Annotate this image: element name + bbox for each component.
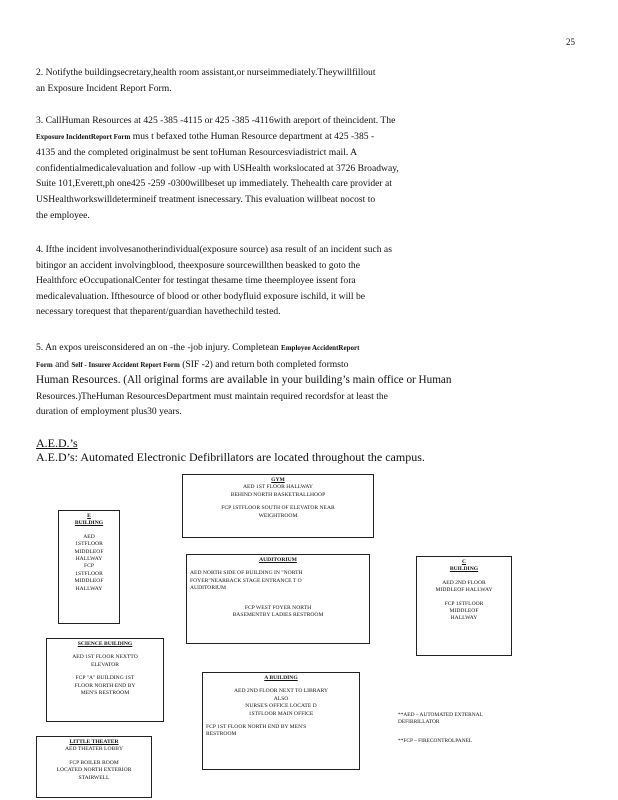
p5-line-2-rest: (SIF -2) and return both completed formsto [179, 358, 349, 370]
gym-aed: AED 1ST FLOOR HALLWAY BEHIND NORTH BASKETBALLHOOP [230, 484, 326, 498]
little-theater-aed: AED THEATER LOBBY [64, 746, 123, 753]
aed-section-heading [36, 436, 425, 464]
p3-line-6: USHealthworkswilldetermineif treatment isnecessary. This evaluation willbeat nocost to [36, 193, 376, 205]
science-building-fcp: FCP "A" BUILDING 1ST FLOOR NORTH END BY MEN'S RESTROOM [74, 675, 136, 697]
science-building-title: SCIENCE BUILDING [77, 641, 133, 647]
little-theater-title: LITTLE THEATER [69, 739, 119, 745]
p5-line-4: Resources.)TheHuman ResourcesDepartment must maintain required recordsfor at least the [36, 390, 388, 402]
p4-line-1: 4. Ifthe incident involvesanotherindividual(exposure source) asa result of an incident such as [36, 244, 392, 255]
science-building-box [46, 638, 164, 722]
p3-line-4: confidentialmedicalevaluation and follow -up with USHealth workslocated at 3726 Broadway, [36, 162, 399, 174]
aed-subheading: A.E.D’s: Automated Electronic Defibrillators are located throughout the campus. [36, 450, 425, 464]
e-building-lines: AED 1STFLOOR MIDDLEOF HALLWAY FCP 1STFLOOR MIDDLEOF HALLWAY [74, 533, 104, 592]
page-number: 25 [566, 37, 575, 47]
science-building-aed: AED 1ST FLOOR NEXTTO ELEVATOR [72, 654, 138, 668]
paragraph-5 [36, 340, 502, 420]
form-word: Form [36, 360, 53, 369]
p4-line-5: necessary torequest that theparent/guardian havethechild tested. [36, 306, 281, 318]
p3-line-2 [36, 129, 502, 146]
e-building-title: E BUILDING [74, 513, 104, 527]
a-building-box [202, 672, 360, 770]
little-theater-fcp: FCP BOILER ROOM LOCATED NORTH EXTERIOR STAIRWELL [56, 759, 132, 781]
c-building-fcp: FCP 1STFLOOR MIDDLEOF HALLWAY [444, 600, 484, 622]
p3-line-7: the employee. [36, 209, 90, 221]
p5-line-3: Human Resources. (All original forms are available in your building’s main office or Human [36, 374, 452, 387]
auditorium-box [186, 554, 370, 644]
a-building-title: A BUILDING [264, 675, 298, 681]
p5-and: and [52, 358, 72, 370]
legend-fcp: **FCP – FIRECONTROLPANEL [398, 738, 473, 744]
p3-line-1: 3. CallHuman Resources at 425 -385 -4115 or 425 -385 -4116with areport of theincident. The [36, 115, 396, 126]
legend-aed: **AED – AUTOMATED EXTERNAL DEFIBRILLATOR [398, 712, 483, 726]
p5-line-1 [36, 340, 502, 357]
a-building-fcp: FCP 1ST FLOOR NORTH END BY MEN'S RESTROOM [206, 724, 307, 738]
paragraph-3 [36, 113, 502, 223]
auditorium-title: AUDITORIUM [259, 557, 297, 563]
little-theater-box [36, 736, 152, 798]
gym-box [182, 474, 374, 538]
p4-line-2: bitingor an accident involvingblood, theexposure sourcewillthen beasked to goto the [36, 259, 360, 271]
exposure-report-form-name: Exposure IncidentReport Form [36, 132, 131, 141]
p4-line-3: Healthforc eOccupationalCenter for testingat thesame time theemployee issent fora [36, 275, 356, 287]
paragraph-2 [36, 65, 502, 96]
c-building-title: C BUILDING [449, 559, 479, 573]
auditorium-fcp: FCP WEST FOYER NORTH BASEMENTBY LADIES RESTROOM [232, 604, 324, 619]
p3-line-2-rest: mus t befaxed tothe Human Resource department at 425 -385 - [130, 130, 375, 142]
paragraph-4 [36, 242, 502, 320]
p4-line-4: medicalevaluation. Ifthesource of blood or other bodyfluid exposure ischild, it will be [36, 290, 366, 302]
p5-line-5: duration of employment plus30 years. [36, 406, 182, 418]
gym-title: GYM [271, 477, 285, 483]
c-building-aed: AED 2ND FLOOR MIDDLEOF HALLWAY [435, 579, 493, 594]
p5-line-2 [36, 357, 502, 374]
self-insurer-form-name: Self - Insurer Accident Report Form [71, 360, 180, 369]
p2-line-1: 2. Notifythe buildingsecretary,health room assistant,or nurseimmediately.Theywillfillout [36, 67, 376, 78]
p2-line-2: an Exposure Incident Report Form. [36, 82, 172, 94]
e-building-box [58, 510, 120, 624]
c-building-box [416, 556, 512, 656]
auditorium-aed: AED NORTH SIDE OF BUILDING IN "NORTH FOYER"NEARBACK STAGE ENTRANCE T O AUDITORIUM [190, 570, 303, 592]
a-building-aed: AED 2ND FLOOR NEXT TO LIBRARY ALSO NURSE'S OFFICE LOCATE D 1STFLOOR MAIN OFFICE [233, 688, 328, 717]
p3-line-5: Suite 101,Everett,ph one425 -259 -0300willbeset up immediately. Thehealth care provider at [36, 178, 392, 190]
gym-fcp: FCP 1STFLOOR SOUTH OF ELEVATOR NEAR WEIGHTROOM [221, 505, 335, 519]
employee-accident-report-name: Employee AccidentReport [281, 344, 360, 352]
p3-line-3: 4135 and the completed originalmust be sent toHuman Resourcesviadistrict mail. A [36, 147, 358, 159]
p5-line-1-text: 5. An expos ureisconsidered an on -the -job injury. Completean [36, 342, 279, 353]
aed-heading: A.E.D.’s [36, 436, 78, 450]
